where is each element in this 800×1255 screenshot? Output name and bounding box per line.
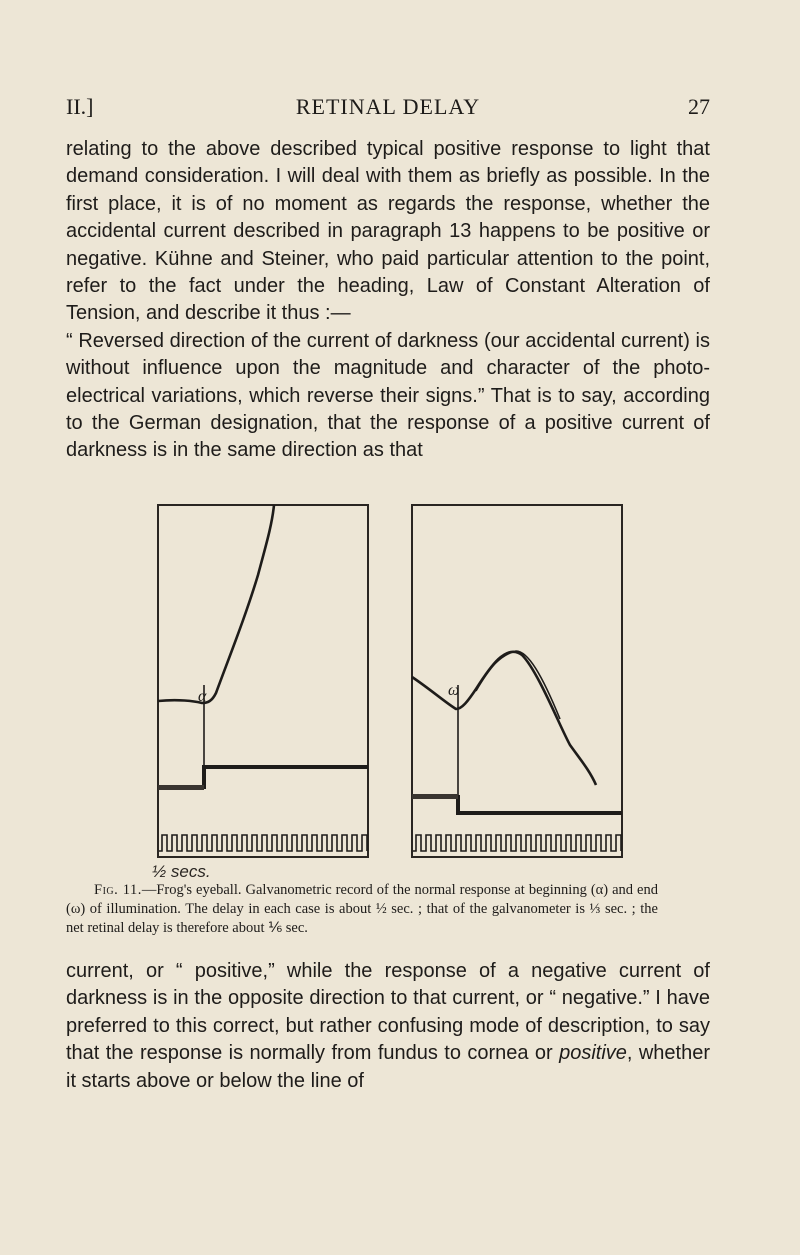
running-title: RETINAL DELAY (295, 94, 481, 119)
time-tick-comb (413, 835, 621, 851)
left-step-fill (158, 785, 204, 790)
right-step-fill (412, 794, 458, 799)
omega-marker-label: ω (448, 682, 460, 699)
time-scale-label: ½ secs. (152, 862, 211, 881)
figure-number: Fig. 11. (94, 882, 142, 898)
right-panel-frame (412, 505, 622, 857)
figure-caption (66, 881, 658, 938)
quoted-paragraph: “ Reversed direction of the current of darkness (our accidental current) is without influence upon the magnitude and character of the photo-electrical variations, which reverse their signs.” That is to say, according to the German designation, that the response of a positive current of darkness is in the same direction as that (66, 329, 710, 462)
running-head (66, 94, 710, 124)
caption-text: —Frog's eyeball. Galvanometric record of the normal response at beginning (α) and end (ω) of illumination. The delay in each case is about ½ sec. ; that of the galvanometer is ⅓ sec. ; the net retinal delay is therefore about ⅙ sec. (66, 882, 658, 936)
positive-term: positive (559, 1042, 627, 1065)
lower-text-block (66, 958, 710, 1095)
paragraph-2-start: current, or “ positive,” while the response of a negative current of darkness is in the opposite direction to that current, or “ negative.” I have preferred to this correct, but rather confusing mode of description, to say that the response is normally from fundus to cornea or (66, 960, 710, 1065)
paragraph-1: relating to the above described typical positive response to light that demand consideration. I will deal with them as briefly as possible. In the first place, it is of no moment as regards the response, whether the accidental current described in paragraph 13 happens to be positive or negative. Kühne and Steiner, who paid particular attention to the point, refer to the fact under the heading, Law of Constant Alteration of Tension, and describe it thus :— (66, 138, 710, 325)
paragraph-2 (66, 958, 710, 1095)
chapter-marker: II.] (66, 94, 94, 119)
galvanometer-figure (150, 495, 630, 885)
left-time-trace (159, 835, 367, 851)
right-time-trace (413, 835, 621, 851)
alpha-marker-label: α (198, 688, 207, 705)
page-number: 27 (688, 94, 710, 119)
left-record-panel (158, 505, 368, 857)
right-signal-step (412, 797, 622, 813)
upper-text-block (66, 136, 710, 465)
right-curve-peak (476, 651, 560, 719)
right-response-curve (412, 652, 596, 785)
time-tick-comb (159, 835, 367, 851)
left-signal-step (158, 767, 368, 787)
left-response-curve (158, 505, 274, 703)
right-record-panel (412, 505, 622, 857)
paragraph-2-end: , whether it starts above or below the line of (66, 1042, 711, 1092)
